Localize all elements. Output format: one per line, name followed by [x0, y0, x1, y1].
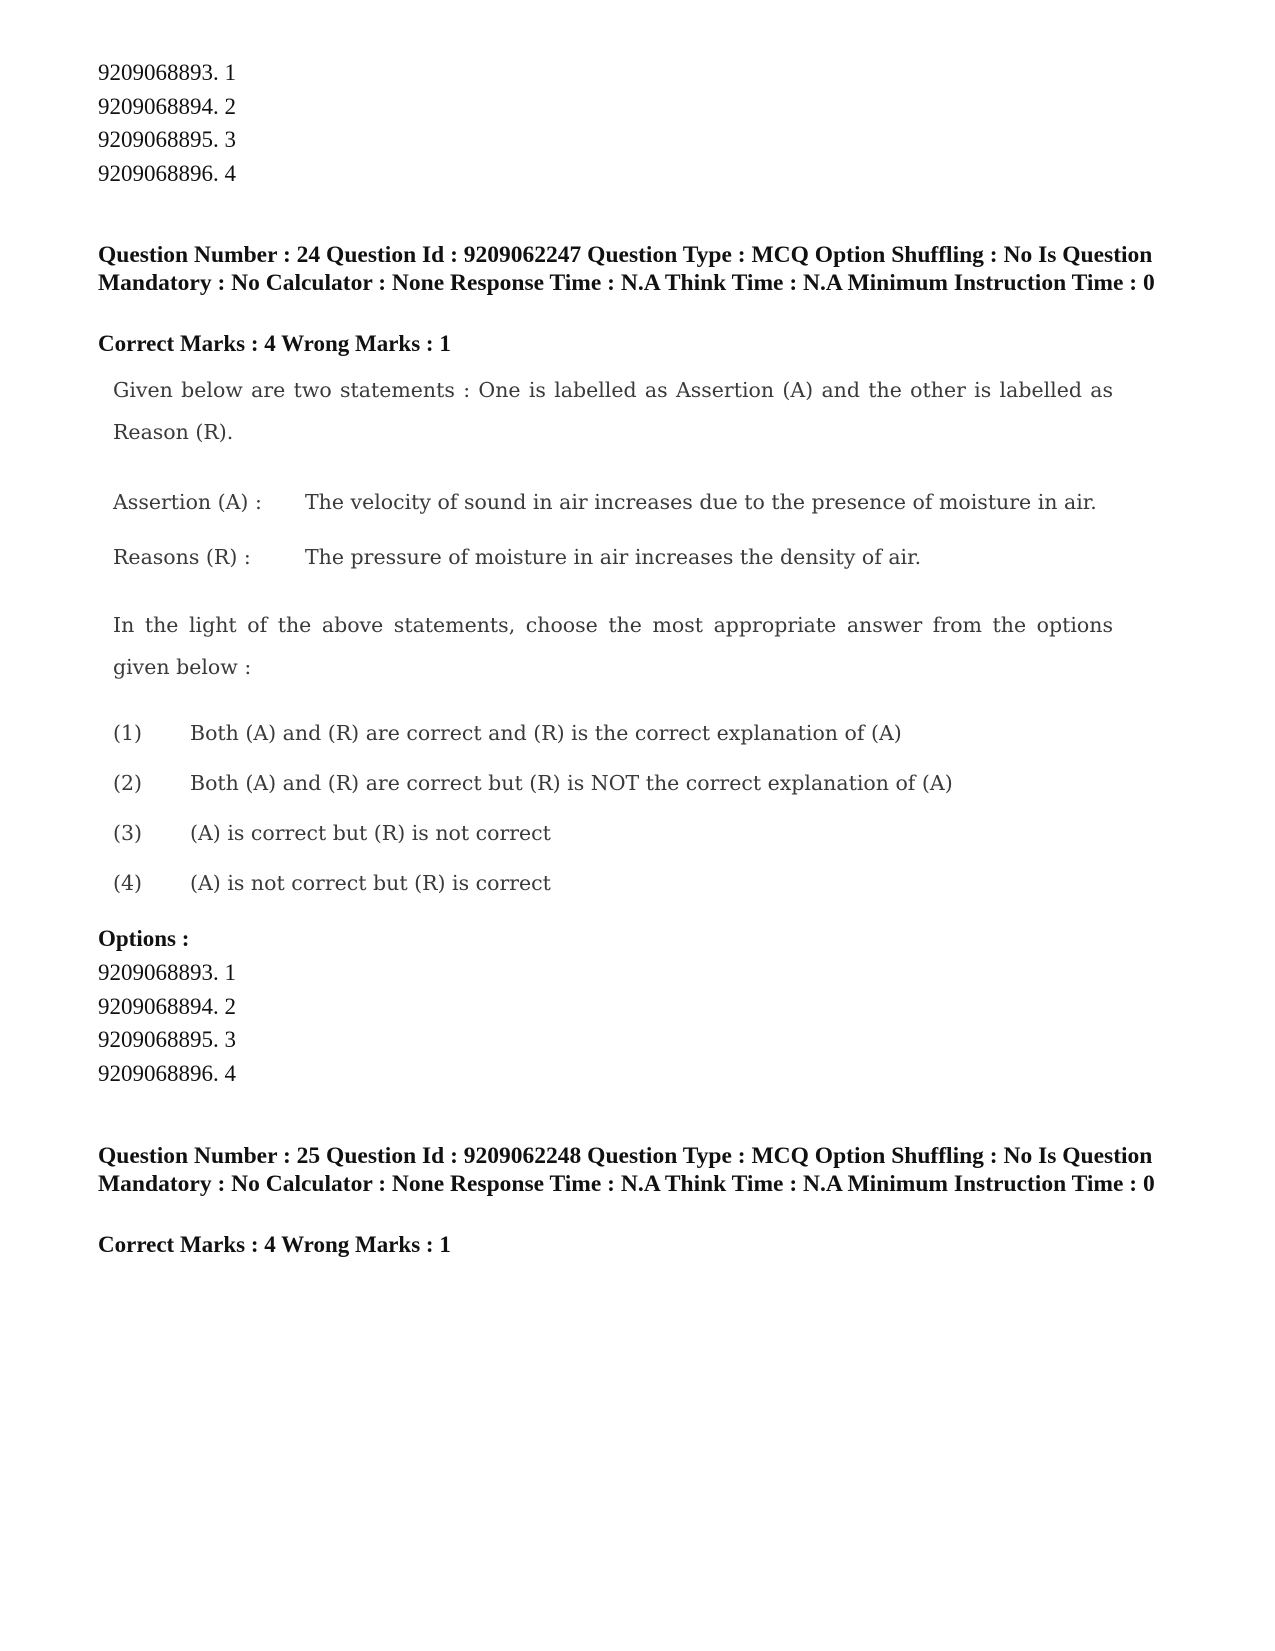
- q24-choice-2-text: Both (A) and (R) are correct but (R) is NOT the correct explanation of (A): [190, 771, 953, 795]
- prev-option-2: 9209068894. 2: [98, 94, 236, 119]
- q24-meta: Question Number : 24 Question Id : 9209062247 Question Type : MCQ Option Shuffling : No Is Question Mandatory : No Calculator : None Response Time : N.A Think Time : N.A Minimum Instruction Time : 0: [98, 242, 1155, 296]
- prev-option-4: 9209068896. 4: [98, 161, 236, 186]
- q24-option-4: 9209068896. 4: [98, 1061, 236, 1086]
- prev-option-3: 9209068895. 3: [98, 127, 236, 152]
- q24-marks: Correct Marks : 4 Wrong Marks : 1: [98, 331, 451, 356]
- q24-assertion-text: The velocity of sound in air increases due to the presence of moisture in air.: [305, 490, 1097, 514]
- q25-marks: Correct Marks : 4 Wrong Marks : 1: [98, 1232, 451, 1257]
- q24-choice-3-num: (3): [113, 821, 143, 845]
- prev-option-1: 9209068893. 1: [98, 60, 236, 85]
- q24-choice-1-num: (1): [113, 721, 143, 745]
- q24-intro: Given below are two statements : One is labelled as Assertion (A) and the other is labelled as Reason (R).: [113, 378, 1113, 444]
- q24-instruction: In the light of the above statements, choose the most appropriate answer from the options given below :: [113, 613, 1113, 679]
- q24-option-1: 9209068893. 1: [98, 960, 236, 985]
- q24-question-body: [113, 369, 1113, 909]
- q24-assertion-label: Assertion (A) :: [113, 490, 262, 514]
- q24-options-label: Options :: [98, 926, 190, 951]
- q24-choice-3-text: (A) is correct but (R) is not correct: [190, 821, 551, 845]
- q24-reason-label: Reasons (R) :: [113, 545, 251, 569]
- q24-choice-4-text: (A) is not correct but (R) is correct: [190, 871, 551, 895]
- q24-option-3: 9209068895. 3: [98, 1027, 236, 1052]
- q24-choice-2-num: (2): [113, 771, 143, 795]
- q25-meta: Question Number : 25 Question Id : 9209062248 Question Type : MCQ Option Shuffling : No Is Question Mandatory : No Calculator : None Response Time : N.A Think Time : N.A Minimum Instruction Time : 0: [98, 1143, 1155, 1197]
- q24-reason-text: The pressure of moisture in air increases the density of air.: [305, 545, 922, 569]
- q24-choice-4-num: (4): [113, 871, 143, 895]
- q24-choice-1-text: Both (A) and (R) are correct and (R) is the correct explanation of (A): [190, 721, 902, 745]
- q24-option-2: 9209068894. 2: [98, 994, 236, 1019]
